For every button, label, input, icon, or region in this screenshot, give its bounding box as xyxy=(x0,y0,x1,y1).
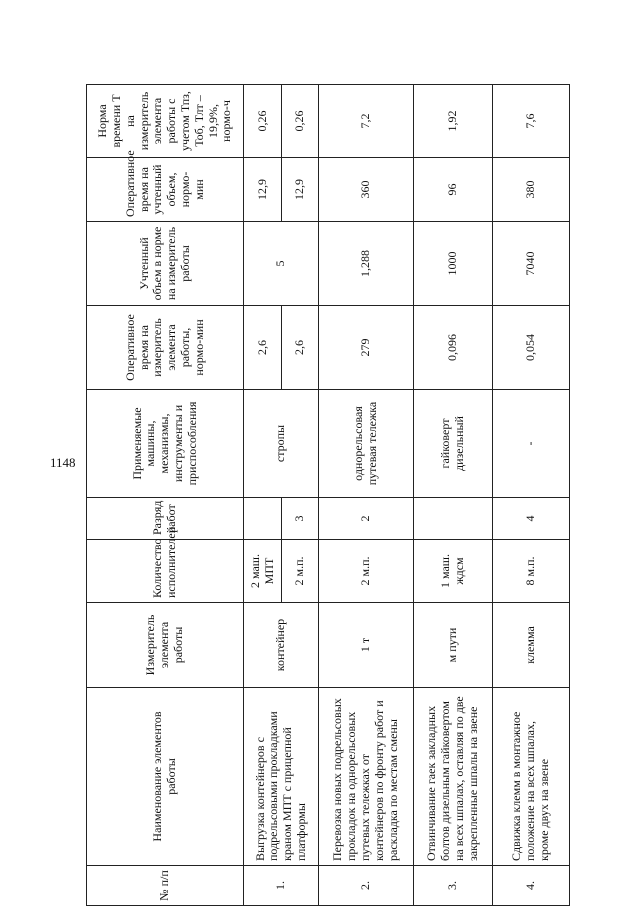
row-name: Выгрузка контейнеров с подрельсовыми прокладками краном МПТ с прицепной платформы xyxy=(244,688,319,866)
row-grade xyxy=(244,498,281,540)
row-machines: стропы xyxy=(244,390,319,498)
row-op-time: 0,054 xyxy=(492,306,569,390)
row-grade: 4 xyxy=(492,498,569,540)
header-num: № п/п xyxy=(87,866,244,906)
row-volume: 1,288 xyxy=(319,222,414,306)
header-op-time-volume: Оперативное время на учтенный объем, нормо-мин xyxy=(87,158,244,222)
row-op-time: 0,096 xyxy=(413,306,492,390)
row-op-time: 279 xyxy=(319,306,414,390)
row-volume: 7040 xyxy=(492,222,569,306)
row-norm: 0,26 xyxy=(281,85,318,158)
row-op-time-volume: 96 xyxy=(413,158,492,222)
row-op-time-volume: 12,9 xyxy=(281,158,318,222)
row-machines: - xyxy=(492,390,569,498)
table-row xyxy=(413,85,492,906)
row-meter: м пути xyxy=(413,603,492,688)
row-op-time-volume: 12,9 xyxy=(244,158,281,222)
row-volume: 1000 xyxy=(413,222,492,306)
header-volume: Учтенный объем в норме на измеритель работы xyxy=(87,222,244,306)
row-meter: 1 т xyxy=(319,603,414,688)
row-op-time: 2,6 xyxy=(244,306,281,390)
header-machines: Применяемые машины, механизмы, инструменты и приспособления xyxy=(87,390,244,498)
header-op-time: Оперативное время на измеритель элемента работы, нормо-мин xyxy=(87,306,244,390)
row-norm: 1,92 xyxy=(413,85,492,158)
table-row xyxy=(492,85,569,906)
row-count: 2 маш. МПТ xyxy=(244,540,281,603)
row-count: 1 маш. ждсм xyxy=(413,540,492,603)
row-machines: однорельсовая путевая тележка xyxy=(319,390,414,498)
row-norm: 7,6 xyxy=(492,85,569,158)
norms-table xyxy=(86,84,570,906)
row-num: 2. xyxy=(319,866,414,906)
row-norm: 7,2 xyxy=(319,85,414,158)
row-machines: гайковерт дизельный xyxy=(413,390,492,498)
row-op-time: 2,6 xyxy=(281,306,318,390)
header-norm: Норма времени Т на измеритель элемента работы с учетом Тпз, Тоб, Тлт – 19,9%, нормо-ч xyxy=(87,85,244,158)
header-count: Количество исполнителей xyxy=(87,540,244,603)
header-grade: Разряд работ xyxy=(87,498,244,540)
row-op-time-volume: 380 xyxy=(492,158,569,222)
row-norm: 0,26 xyxy=(244,85,281,158)
row-grade xyxy=(413,498,492,540)
row-grade: 2 xyxy=(319,498,414,540)
row-num: 4. xyxy=(492,866,569,906)
row-name: Перевозка новых подрельсовых прокладок на однорельсовых путевых тележках от контейнеров по фронту работ и раскладка по местам смены xyxy=(319,688,414,866)
row-grade: 3 xyxy=(281,498,318,540)
header-row xyxy=(87,85,244,906)
row-name: Отвинчивание гаек закладных болтов дизельным гайковертом на всех шпалах, оставляя по две закрепленные шпалы на звене xyxy=(413,688,492,866)
rotated-table-container xyxy=(86,86,570,906)
header-meter: Измеритель элемента работы xyxy=(87,603,244,688)
row-count: 8 м.п. xyxy=(492,540,569,603)
row-volume: 5 xyxy=(244,222,319,306)
row-count: 2 м.п. xyxy=(281,540,318,603)
header-name: Наименование элементов работы xyxy=(87,688,244,866)
row-num: 3. xyxy=(413,866,492,906)
row-num: 1. xyxy=(244,866,319,906)
row-meter: контейнер xyxy=(244,603,319,688)
page-number: 1148 xyxy=(50,455,76,470)
row-op-time-volume: 360 xyxy=(319,158,414,222)
row-count: 2 м.п. xyxy=(319,540,414,603)
row-name: Сдвижка клемм в монтажное положение на всех шпалах, кроме двух на звене xyxy=(492,688,569,866)
row-meter: клемма xyxy=(492,603,569,688)
table-row xyxy=(244,85,281,906)
table-row xyxy=(319,85,414,906)
